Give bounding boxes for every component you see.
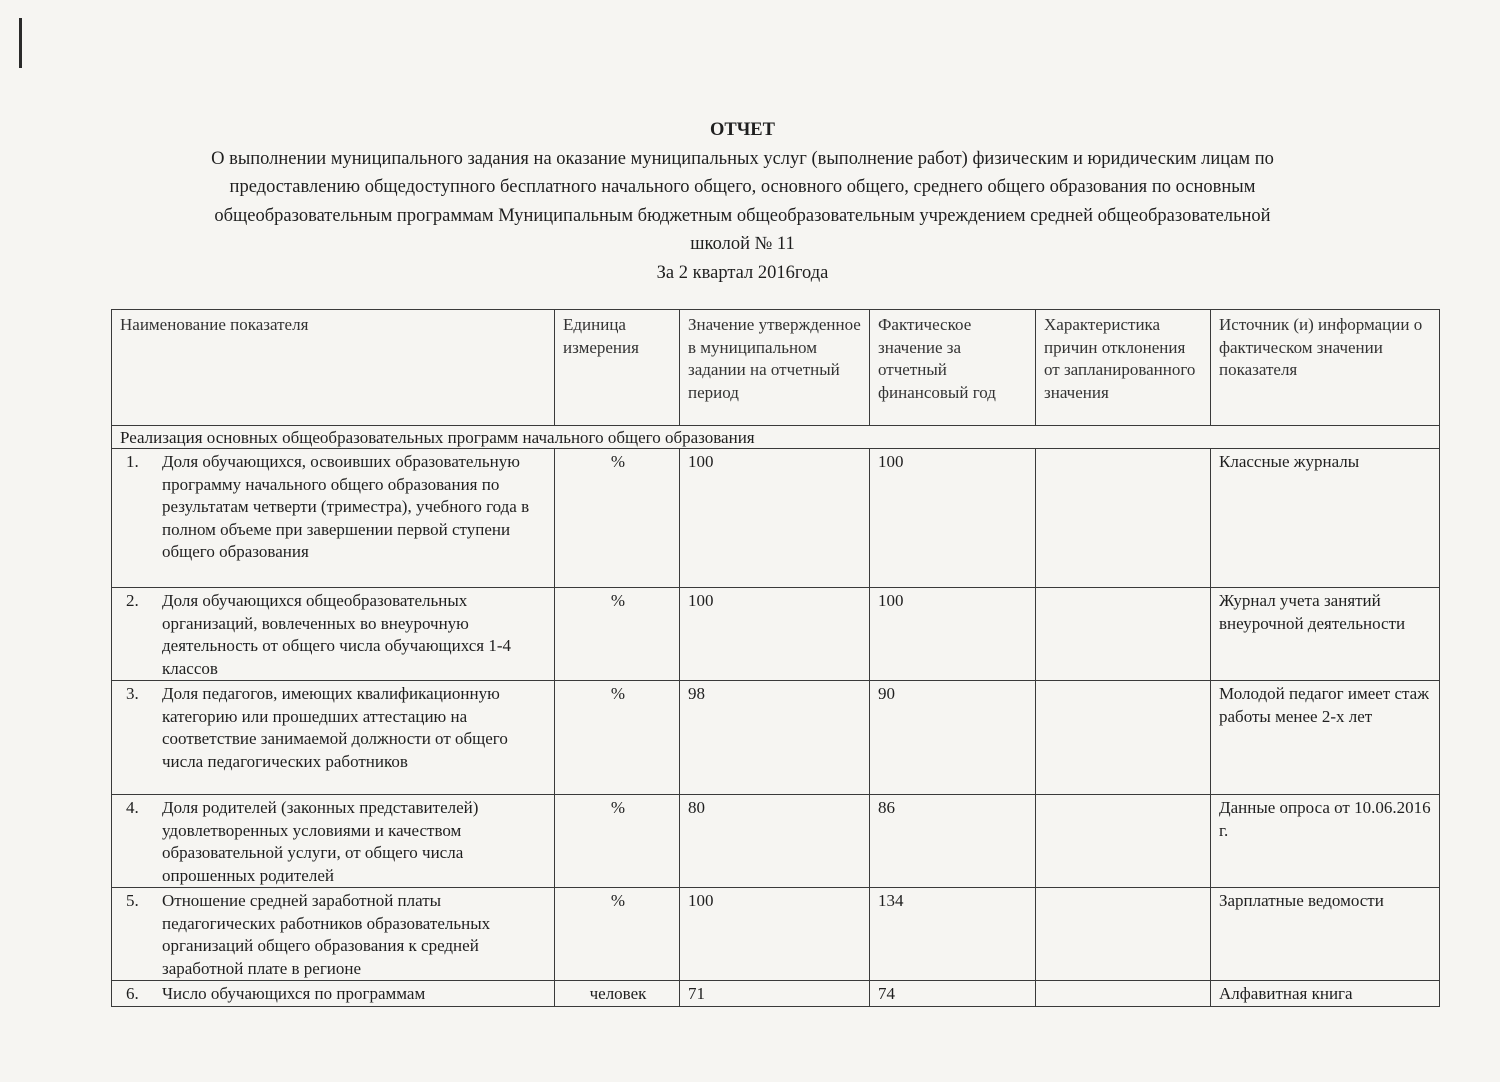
- source-cell: Зарплатные ведомости: [1211, 888, 1440, 981]
- deviation-cell: [1036, 681, 1211, 795]
- planned-value-cell: 100: [680, 588, 870, 681]
- unit-cell: %: [555, 681, 680, 795]
- report-header: [100, 116, 1385, 287]
- table-row: [112, 795, 1440, 888]
- unit-cell: %: [555, 888, 680, 981]
- row-number: 1.: [126, 452, 139, 471]
- row-number: 4.: [126, 798, 139, 817]
- indicator-name: Доля обучающихся, освоивших образовательную программу начального общего образования по результатам четверти (триместра), учебного года в полном объеме при завершении первой ступени общего образования: [162, 452, 530, 561]
- unit-cell: %: [555, 795, 680, 888]
- actual-value-cell: 100: [870, 449, 1036, 588]
- indicator-name-cell: [112, 795, 555, 888]
- table-row: [112, 588, 1440, 681]
- report-subtitle-line-1: О выполнении муниципального задания на оказание муниципальных услуг (выполнение работ) физическим и юридическим лицам по: [211, 148, 1274, 169]
- report-title: ОТЧЕТ: [710, 120, 775, 140]
- source-cell: Журнал учета занятий внеурочной деятельности: [1211, 588, 1440, 681]
- report-period: За 2 квартал 2016года: [656, 262, 829, 283]
- deviation-cell: [1036, 449, 1211, 588]
- planned-value-cell: 100: [680, 888, 870, 981]
- row-number: 2.: [126, 591, 139, 610]
- table-row: [112, 888, 1440, 981]
- section-row: [112, 426, 1440, 449]
- indicator-name: Доля обучающихся общеобразовательных организаций, вовлеченных во внеурочную деятельность от общего числа обучающихся 1-4 классов: [162, 591, 512, 678]
- indicator-name-cell: [112, 981, 555, 1007]
- row-number: 6.: [126, 984, 139, 1003]
- table-header-row: [112, 310, 1440, 426]
- unit-cell: %: [555, 588, 680, 681]
- deviation-cell: [1036, 588, 1211, 681]
- report-subtitle-line-3: общеобразовательным программам Муниципальным бюджетным общеобразовательным учреждением средней общеобразовательной: [214, 205, 1271, 226]
- actual-value-cell: 134: [870, 888, 1036, 981]
- actual-value-cell: 86: [870, 795, 1036, 888]
- row-number: 3.: [126, 684, 139, 703]
- indicator-name: Отношение средней заработной платы педагогических работников образовательных организаций общего образования к средней заработной плате в регионе: [162, 891, 491, 978]
- indicator-name: Доля педагогов, имеющих квалификационную категорию или прошедших аттестацию на соответствие занимаемой должности от общего числа педагогических работников: [162, 684, 508, 771]
- report-subtitle-line-2: предоставлению общедоступного бесплатного начального общего, основного общего, среднего общего образования по основным: [229, 177, 1256, 197]
- actual-value-cell: 100: [870, 588, 1036, 681]
- column-header-name: Наименование показателя: [112, 310, 555, 426]
- deviation-cell: [1036, 888, 1211, 981]
- column-header-actual: Фактическое значение за отчетный финансовый год: [870, 310, 1036, 426]
- deviation-cell: [1036, 981, 1211, 1007]
- actual-value-cell: 90: [870, 681, 1036, 795]
- column-header-source: Источник (и) информации о фактическом значении показателя: [1211, 310, 1440, 426]
- planned-value-cell: 80: [680, 795, 870, 888]
- table-row: [112, 449, 1440, 588]
- deviation-cell: [1036, 795, 1211, 888]
- indicator-name-cell: [112, 888, 555, 981]
- planned-value-cell: 71: [680, 981, 870, 1007]
- indicator-name-cell: [112, 681, 555, 795]
- source-cell: Классные журналы: [1211, 449, 1440, 588]
- report-subtitle-line-4: школой № 11: [690, 234, 795, 254]
- unit-cell: %: [555, 449, 680, 588]
- indicator-name: Число обучающихся по программам: [162, 984, 426, 1003]
- page-margin-mark: [19, 18, 22, 68]
- source-cell: Алфавитная книга: [1211, 981, 1440, 1007]
- actual-value-cell: 74: [870, 981, 1036, 1007]
- table-row: [112, 681, 1440, 795]
- column-header-deviation: Характеристика причин отклонения от запланированного значения: [1036, 310, 1211, 426]
- planned-value-cell: 98: [680, 681, 870, 795]
- indicator-name-cell: [112, 588, 555, 681]
- planned-value-cell: 100: [680, 449, 870, 588]
- indicators-table: [111, 309, 1440, 1007]
- indicator-name: Доля родителей (законных представителей) удовлетворенных условиями и качеством образовательной услуги, от общего числа опрошенных родителей: [162, 798, 479, 885]
- table-row: [112, 981, 1440, 1007]
- source-cell: Данные опроса от 10.06.2016 г.: [1211, 795, 1440, 888]
- section-title: Реализация основных общеобразовательных программ начального общего образования: [112, 426, 1440, 449]
- unit-cell: человек: [555, 981, 680, 1007]
- column-header-unit: Единица измерения: [555, 310, 680, 426]
- source-cell: Молодой педагог имеет стаж работы менее 2-х лет: [1211, 681, 1440, 795]
- indicator-name-cell: [112, 449, 555, 588]
- row-number: 5.: [126, 891, 139, 910]
- column-header-planned: Значение утвержденное в муниципальном задании на отчетный период: [680, 310, 870, 426]
